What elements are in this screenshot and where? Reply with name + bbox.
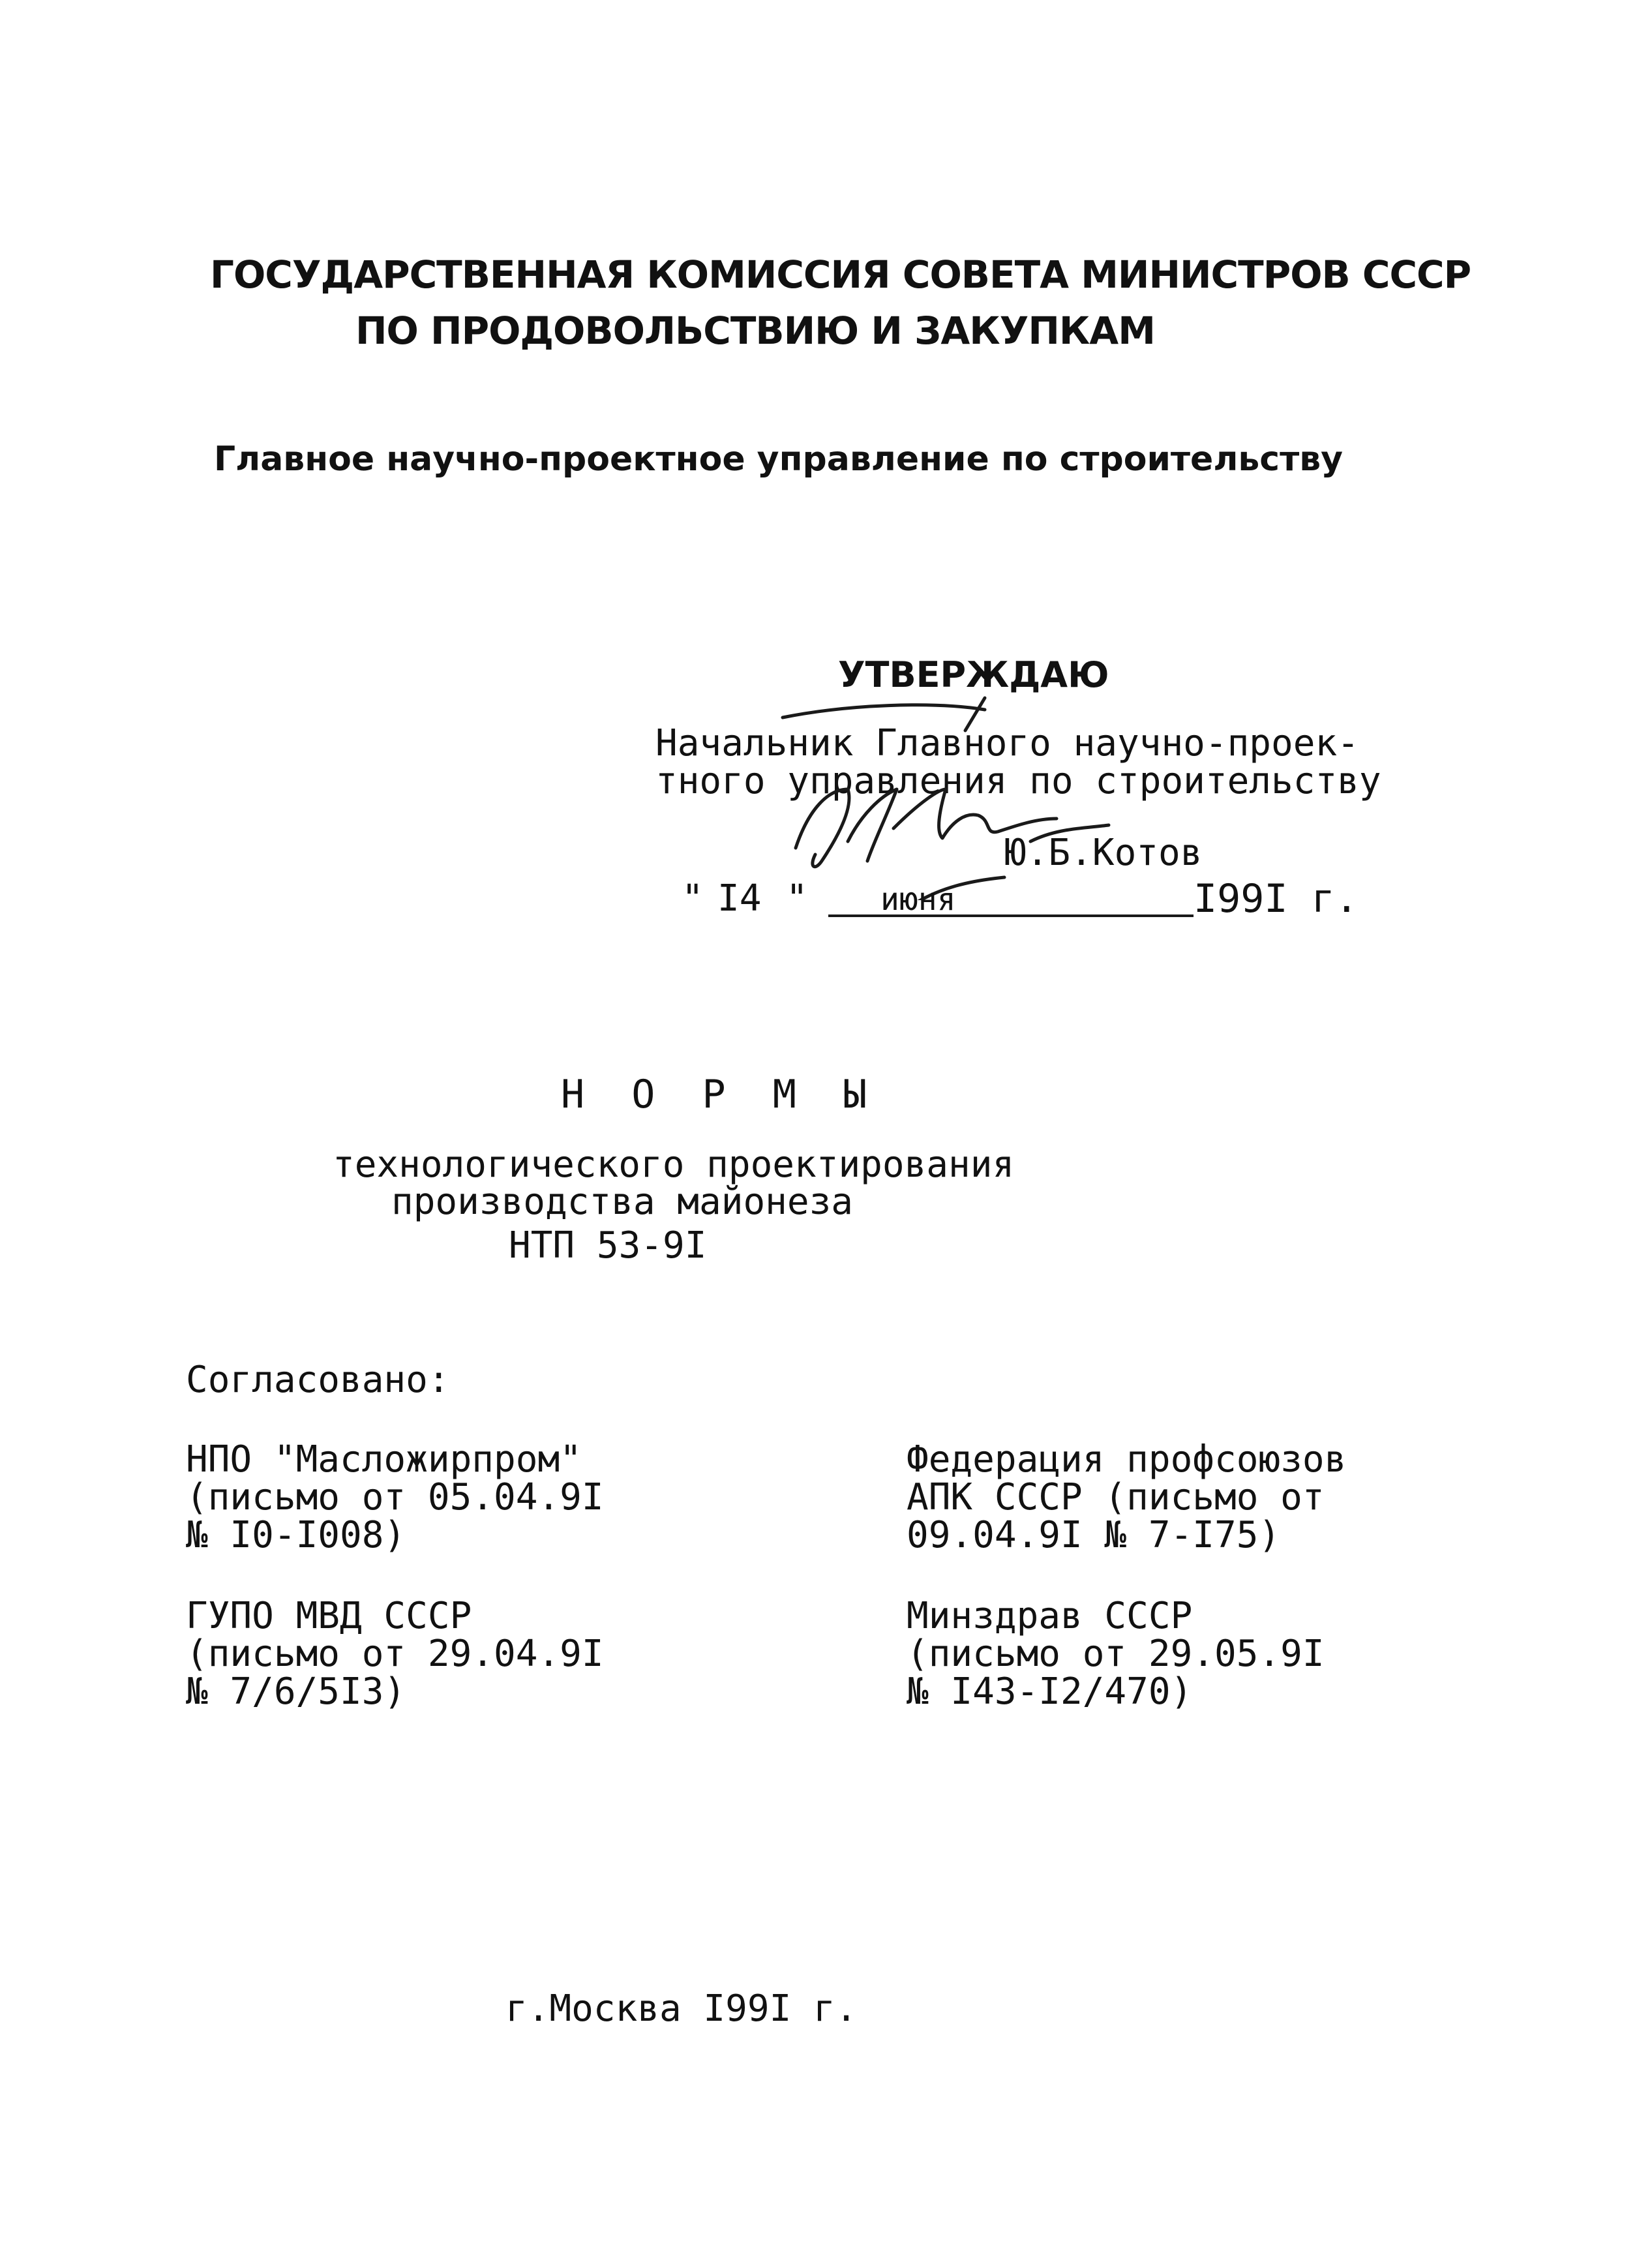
agreed-entry-2-line-3: 09.04.9I № 7-I75) (907, 1514, 1281, 1556)
agreed-entry-3-line-3: № 7/6/5I3) (186, 1670, 406, 1713)
agreed-entry-1-line-3: № I0-I008) (186, 1514, 406, 1556)
agreed-entry-2-line-2: АПК СССР (письмо от (907, 1476, 1325, 1518)
header-line-1: ГОСУДАРСТВЕННАЯ КОМИССИЯ СОВЕТА МИНИСТРОВ СССР (210, 252, 1471, 297)
date-close-quote: " (786, 877, 808, 920)
approver-name: Ю.Б.Котов (1004, 832, 1203, 874)
approval-position-line-2: тного управления по строительству (655, 760, 1381, 802)
date-day: I4 (717, 877, 762, 920)
date-month-underline (828, 914, 1194, 917)
document-code: НТП 53-9I (509, 1224, 707, 1267)
agreed-entry-1-line-1: НПО "Масложирпром" (186, 1438, 582, 1481)
document-subtitle-line-2: производства майонеза (391, 1181, 854, 1223)
date-year: I99I г. (1194, 876, 1359, 922)
agreed-entry-4-line-3: № I43-I2/470) (907, 1670, 1193, 1713)
approval-title: УТВЕРЖДАЮ (838, 654, 1109, 695)
header-line-2: ПО ПРОДОВОЛЬСТВИЮ И ЗАКУПКАМ (355, 309, 1155, 353)
document-title: Н О Р М Ы (561, 1072, 879, 1117)
agreed-entry-2-line-1: Федерация профсоюзов (907, 1438, 1347, 1481)
agreed-entry-3-line-2: (письмо от 29.04.9I (186, 1633, 604, 1675)
agreed-label: Согласовано: (186, 1359, 450, 1401)
agreed-entry-4-line-1: Минздрав СССР (907, 1595, 1193, 1637)
agreed-entry-3-line-1: ГУПО МВД СССР (186, 1595, 472, 1637)
department-name: Главное научно-проектное управление по строительству (214, 440, 1344, 479)
document-subtitle-line-1: технологического проектирования (333, 1143, 1015, 1186)
agreed-entry-4-line-2: (письмо от 29.05.9I (907, 1633, 1325, 1675)
footer-place-date: г.Москва I99I г. (505, 1987, 858, 2030)
date-open-quote: " (682, 877, 704, 920)
date-month: июня (880, 881, 956, 918)
agreed-entry-1-line-2: (письмо от 05.04.9I (186, 1476, 604, 1518)
approval-position-line-1: Начальник Главного научно-проек- (655, 722, 1359, 764)
